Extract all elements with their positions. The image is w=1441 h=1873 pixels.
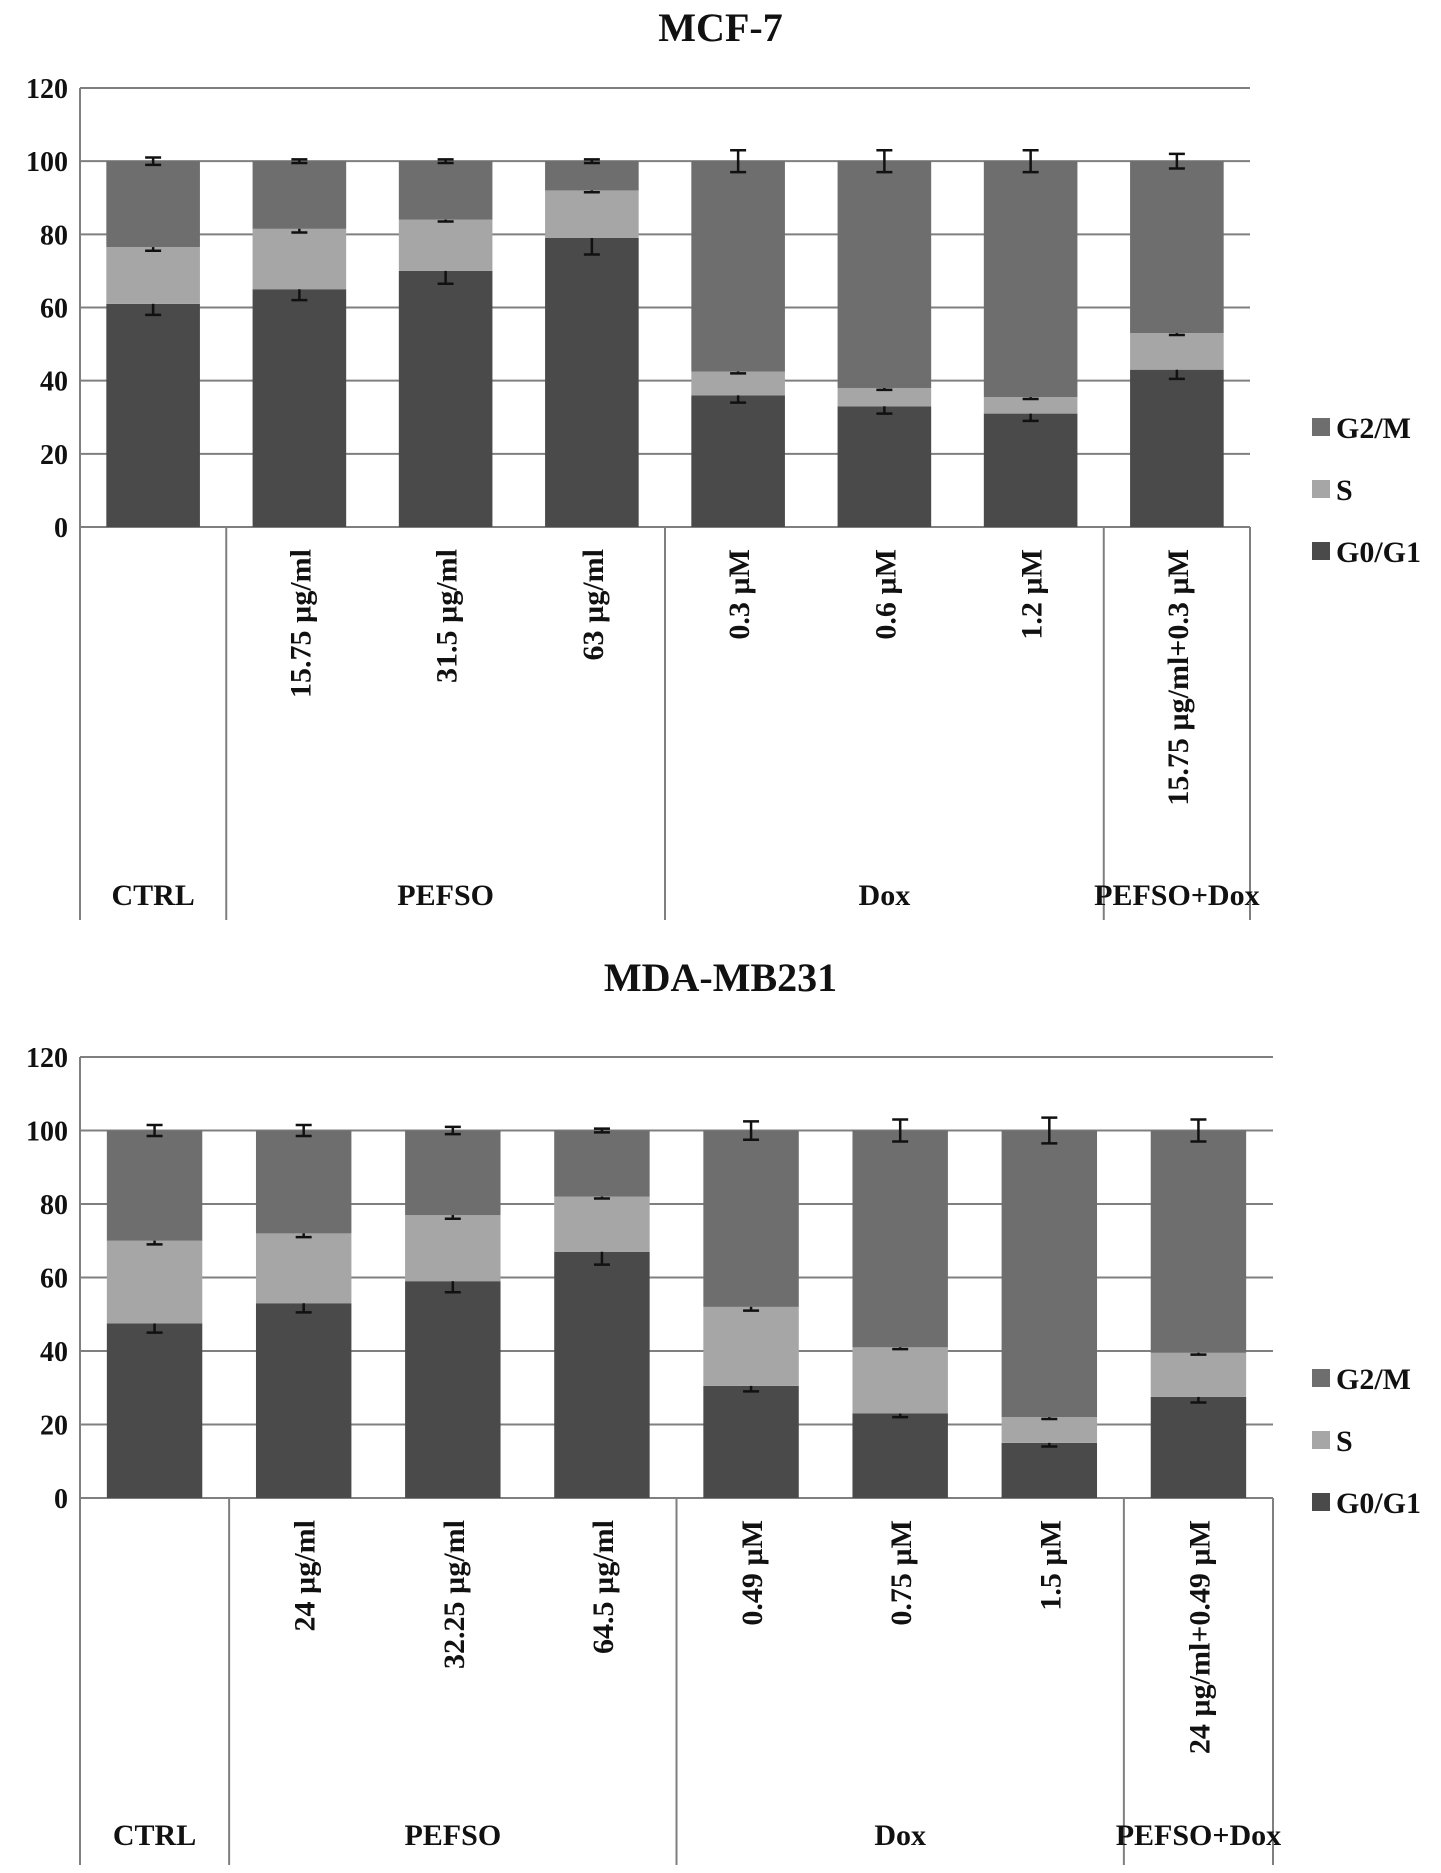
x-group-label: PEFSO+Dox bbox=[1115, 1819, 1282, 1852]
chart-title: MCF-7 bbox=[658, 5, 783, 50]
y-tick-label: 80 bbox=[40, 220, 68, 252]
bar-segment bbox=[405, 1281, 500, 1498]
x-group-label: PEFSO+Dox bbox=[1094, 879, 1260, 912]
bar-segment bbox=[107, 1241, 202, 1324]
x-category-label: 32.25 µg/ml bbox=[437, 1520, 471, 1669]
bar-segment bbox=[545, 238, 639, 527]
bar-segment bbox=[107, 1323, 202, 1498]
x-group-label: PEFSO bbox=[404, 1819, 502, 1852]
bar-segment bbox=[107, 1131, 202, 1241]
bar-segment bbox=[106, 304, 200, 527]
bar-segment bbox=[554, 1252, 649, 1498]
bar-segment bbox=[554, 1197, 649, 1252]
y-tick-label: 120 bbox=[26, 74, 68, 105]
x-category-label: 15.75 µg/ml+0.3 µM bbox=[1161, 549, 1195, 806]
x-group-label: CTRL bbox=[111, 879, 195, 912]
x-group-label: PEFSO bbox=[397, 879, 494, 912]
x-category-label: 24 µg/ml+0.49 µM bbox=[1183, 1520, 1217, 1755]
bar-segment bbox=[691, 161, 785, 371]
bar-segment bbox=[253, 229, 347, 289]
bar-segment bbox=[1151, 1353, 1246, 1397]
bar-segment bbox=[1002, 1443, 1097, 1498]
bar-segment bbox=[1002, 1417, 1097, 1443]
bar-segment bbox=[256, 1131, 351, 1234]
legend-swatch bbox=[1312, 1431, 1330, 1449]
x-group-label: CTRL bbox=[112, 1819, 197, 1852]
chart-mcf7 bbox=[0, 0, 1441, 930]
bar-segment bbox=[1151, 1397, 1246, 1498]
chart-svg bbox=[0, 0, 1441, 930]
y-tick-label: 20 bbox=[40, 439, 68, 471]
x-category-label: 64.5 µg/ml bbox=[586, 1520, 620, 1654]
y-tick-label: 0 bbox=[54, 513, 68, 544]
bar-segment bbox=[405, 1131, 500, 1216]
y-tick-label: 60 bbox=[40, 1263, 68, 1295]
y-tick-label: 100 bbox=[26, 147, 68, 179]
x-category-label: 0.49 µM bbox=[736, 1520, 770, 1626]
y-tick-label: 40 bbox=[40, 1337, 68, 1368]
x-category-label: 15.75 µg/ml bbox=[284, 549, 318, 698]
bar-segment bbox=[554, 1131, 649, 1197]
bar-segment bbox=[399, 271, 493, 527]
bar-segment bbox=[253, 161, 347, 229]
y-tick-label: 40 bbox=[40, 366, 68, 398]
x-category-label: 0.3 µM bbox=[723, 549, 757, 640]
bar-segment bbox=[399, 220, 493, 271]
x-group-label: Dox bbox=[858, 879, 911, 912]
bar-segment bbox=[256, 1233, 351, 1303]
bar-segment bbox=[984, 414, 1078, 527]
bar-segment bbox=[691, 372, 785, 396]
bar-segment bbox=[256, 1303, 351, 1498]
bar-segment bbox=[1151, 1131, 1246, 1353]
y-tick-label: 0 bbox=[54, 1484, 68, 1515]
bar-segment bbox=[703, 1131, 798, 1307]
legend-swatch bbox=[1312, 1369, 1330, 1387]
x-category-label: 0.6 µM bbox=[869, 549, 903, 640]
bar-segment bbox=[691, 395, 785, 527]
bar-segment bbox=[838, 161, 932, 388]
legend-swatch bbox=[1312, 418, 1330, 436]
bar-segment bbox=[545, 161, 639, 190]
bar-segment bbox=[984, 161, 1078, 397]
legend-label: G2/M bbox=[1336, 1363, 1411, 1396]
x-category-label: 1.2 µM bbox=[1015, 549, 1049, 640]
bar-segment bbox=[852, 1413, 947, 1498]
legend-label: S bbox=[1336, 1425, 1353, 1458]
bar-segment bbox=[1130, 333, 1224, 370]
bar-segment bbox=[545, 190, 639, 238]
x-category-label: 0.75 µM bbox=[885, 1520, 919, 1626]
legend-label: G0/G1 bbox=[1336, 536, 1422, 569]
legend-label: G0/G1 bbox=[1336, 1487, 1422, 1520]
bar-segment bbox=[1002, 1131, 1097, 1418]
bar-segment bbox=[1130, 370, 1224, 527]
legend-swatch bbox=[1312, 542, 1330, 560]
bar-segment bbox=[405, 1215, 500, 1281]
legend-label: S bbox=[1336, 474, 1353, 507]
legend-swatch bbox=[1312, 480, 1330, 498]
bar-segment bbox=[399, 161, 493, 220]
y-tick-label: 120 bbox=[26, 1043, 68, 1074]
y-tick-label: 60 bbox=[40, 293, 68, 325]
bar-segment bbox=[703, 1307, 798, 1386]
legend-label: G2/M bbox=[1336, 412, 1411, 445]
bar-segment bbox=[703, 1386, 798, 1498]
chart-mda-mb231 bbox=[0, 950, 1441, 1873]
bar-segment bbox=[852, 1347, 947, 1413]
y-tick-label: 80 bbox=[40, 1190, 68, 1221]
legend-swatch bbox=[1312, 1493, 1330, 1511]
bar-segment bbox=[852, 1131, 947, 1348]
x-category-label: 31.5 µg/ml bbox=[430, 549, 464, 683]
x-category-label: 24 µg/ml bbox=[288, 1520, 322, 1632]
bar-segment bbox=[1130, 161, 1224, 333]
bar-segment bbox=[838, 406, 932, 527]
bar-segment bbox=[253, 289, 347, 527]
x-category-label: 1.5 µM bbox=[1034, 1520, 1068, 1611]
chart-svg bbox=[0, 950, 1441, 1873]
bar-segment bbox=[106, 161, 200, 247]
x-category-label: 63 µg/ml bbox=[576, 549, 610, 661]
bar-segment bbox=[106, 247, 200, 304]
x-group-label: Dox bbox=[874, 1819, 927, 1852]
y-tick-label: 100 bbox=[26, 1116, 68, 1148]
y-tick-label: 20 bbox=[40, 1410, 68, 1442]
chart-title: MDA-MB231 bbox=[603, 955, 838, 1000]
